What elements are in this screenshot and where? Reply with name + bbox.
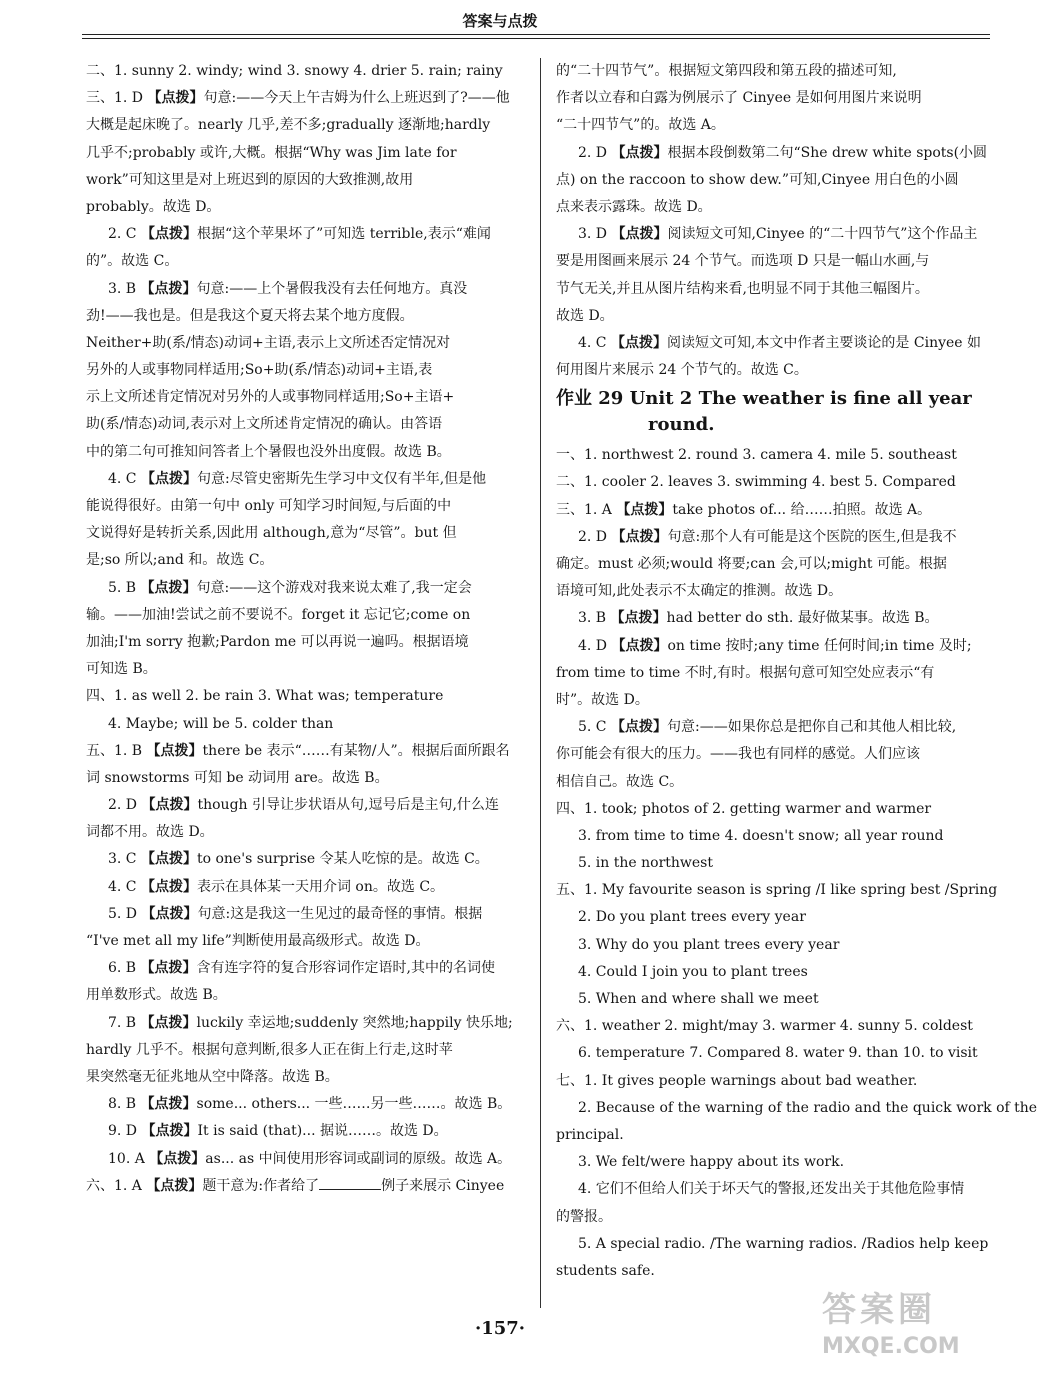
- right-text-line: “二十四节气”的。故选 A。: [556, 117, 725, 134]
- left-text-line: 3. B 【点拨】句意:——上个暑假我没有去任何地方。真没: [108, 280, 468, 297]
- left-text-line: 的”。故选 C。: [86, 253, 179, 270]
- right-text-line: 语境可知,此处表示不太确定的推测。故选 D。: [556, 583, 843, 600]
- left-text-line: 大概是起床晚了。nearly 几乎,差不多;gradually 逐渐地;hardly: [86, 117, 491, 134]
- left-text-line: 5. B 【点拨】句意:——这个游戏对我来说太难了,我一定会: [108, 579, 472, 596]
- right-text-line: 5. A special radio. /The warning radios. /Radios help keep: [578, 1235, 989, 1252]
- left-text-line: 用单数形式。故选 B。: [86, 987, 227, 1004]
- right-text-line: 4. D 【点拨】on time 按时;any time 任何时间;in time 及时;: [578, 637, 972, 654]
- left-text-line: 示上文所述肯定情况对另外的人或事物同样适用;So+主语+: [86, 389, 455, 406]
- left-text-line: 另外的人或事物同样适用;So+助(系/情态)动词+主语,表: [86, 362, 433, 379]
- header-rule-bottom: [82, 38, 990, 39]
- left-text-line: 三、1. D 【点拨】句意:——今天上午吉姆为什么上班迟到了?——他: [86, 90, 510, 107]
- right-text-line: 故选 D。: [556, 307, 614, 324]
- right-text-line: 2. D 【点拨】根据本段倒数第二句“She drew white spots(小圆: [578, 144, 988, 161]
- left-text-line: 可知选 B。: [86, 661, 157, 678]
- left-text-line: 加油;I'm sorry 抱歉;Pardon me 可以再说一遍吗。根据语境: [86, 633, 469, 650]
- left-text-line: 6. B 【点拨】含有连字符的复合形容词作定语时,其中的名词使: [108, 960, 495, 977]
- left-text-line: work”可知这里是对上班迟到的原因的大致推测,故用: [86, 171, 414, 188]
- right-text-line: 你可能会有很大的压力。——我也有同样的感觉。人们应该: [556, 746, 920, 763]
- right-text-line: 三、1. A 【点拨】take photos of... 给……拍照。故选 A。: [556, 501, 932, 518]
- left-text-line: 8. B 【点拨】some... others... 一些……另一些……。故选 B。: [108, 1096, 512, 1113]
- left-text-line: probably。故选 D。: [86, 198, 221, 215]
- left-text-line: 四、1. as well 2. be rain 3. What was; temperature: [86, 688, 444, 705]
- right-text-line: 要是用图画来展示 24 个节气。而选项 D 只是一幅山水画,与: [556, 253, 930, 270]
- right-text-line: 4. C 【点拨】阅读短文可知,本文中作者主要谈论的是 Cinyee 如: [578, 334, 982, 351]
- right-text-line: 5. C 【点拨】句意:——如果你总是把你自己和其他人相比较,: [578, 719, 957, 736]
- homework-title-line1: 作业 29 Unit 2 The weather is fine all year: [556, 388, 972, 410]
- left-text-line: 二、1. sunny 2. windy; wind 3. snowy 4. drier 5. rain; rainy: [86, 63, 503, 79]
- left-text-line: 能说得很好。由第一句中 only 可知学习时间短,与后面的中: [86, 498, 452, 514]
- right-text-line: principal.: [556, 1126, 624, 1143]
- right-text-line: 四、1. took; photos of 2. getting warmer and warmer: [556, 800, 932, 817]
- right-text-line: 六、1. weather 2. might/may 3. warmer 4. sunny 5. coldest: [556, 1018, 973, 1035]
- right-text-line: 2. Because of the warning of the radio and the quick work of the: [578, 1099, 1037, 1116]
- right-column-top: [556, 58, 990, 384]
- right-text-line: 的“二十四节气”。根据短文第四段和第五段的描述可知,: [556, 63, 897, 79]
- right-text-line: 七、1. It gives people warnings about bad weather.: [556, 1072, 918, 1089]
- right-text-line: 4. 它们不但给人们关于坏天气的警报,还发出关于其他危险事情: [578, 1181, 965, 1198]
- left-text-line: 9. D 【点拨】It is said (that)... 据说……。故选 D。: [108, 1123, 448, 1140]
- left-text-line: 7. B 【点拨】luckily 幸运地;suddenly 突然地;happily 快乐地;: [108, 1014, 513, 1031]
- right-text-line: 确定。must 必须;would 将要;can 会,可以;might 可能。根据: [556, 556, 947, 572]
- right-text-line: 时”。故选 D。: [556, 691, 649, 708]
- right-text-line: 节气无关,并且从图片结构来看,也明显不同于其他三幅图片。: [556, 280, 929, 297]
- left-text-line: 五、1. B 【点拨】there be 表示“……有某物/人”。根据后面所跟名: [86, 742, 510, 759]
- right-text-line: from time to time 不时,有时。根据句意可知空处应表示“有: [556, 664, 935, 681]
- right-text-line: 点来表示露珠。故选 D。: [556, 198, 712, 215]
- right-text-line: 5. in the northwest: [578, 855, 713, 872]
- left-text-line: hardly 几乎不。根据句意判断,很多人正在街上行走,这时苹: [86, 1041, 453, 1058]
- left-text-line: 劲!——我也是。但是我这个夏天将去某个地方度假。: [86, 307, 414, 324]
- right-text-line: 何用图片来展示 24 个节气的。故选 C。: [556, 362, 808, 379]
- left-text-line: 几乎不;probably 或许,大概。根据“Why was Jim late for: [86, 144, 457, 161]
- left-text-line: 3. C 【点拨】to one's surprise 令某人吃惊的是。故选 C。: [108, 851, 489, 868]
- left-text-line: 4. C 【点拨】句意:尽管史密斯先生学习中文仅有半年,但是他: [108, 470, 487, 487]
- left-text-line: 助(系/情态)动词,表示对上文所述肯定情况的确认。由答语: [86, 416, 443, 433]
- watermark: [822, 1288, 992, 1382]
- right-text-line: 一、1. northwest 2. round 3. camera 4. mile 5. southeast: [556, 447, 957, 464]
- right-text-line: 3. B 【点拨】had better do sth. 最好做某事。故选 B。: [578, 610, 939, 627]
- left-text-line: Neither+助(系/情态)动词+主语,表示上文所述否定情况对: [86, 334, 451, 351]
- right-column: [556, 58, 1037, 1285]
- column-divider: [540, 58, 541, 1308]
- left-column: [86, 58, 526, 1200]
- watermark-logo: 答案圈: [822, 1290, 936, 1330]
- right-text-line: 二、1. cooler 2. leaves 3. swimming 4. best 5. Compared: [556, 474, 956, 491]
- right-text-line: students safe.: [556, 1262, 655, 1279]
- right-text-line: 相信自己。故选 C。: [556, 773, 684, 790]
- left-text-line: 词 snowstorms 可知 be 动词用 are。故选 B。: [86, 769, 389, 786]
- left-text-line: 2. C 【点拨】根据“这个苹果坏了”可知选 terrible,表示“难闻: [108, 226, 491, 243]
- left-text-line: 六、1. A 【点拨】题干意为:作者给了 例子来展示 Cinyee: [86, 1173, 526, 1200]
- left-text-line: 2. D 【点拨】though 引导让步状语从句,逗号后是主句,什么连: [108, 797, 499, 814]
- right-text-line: 4. Could I join you to plant trees: [578, 963, 808, 980]
- left-text-line: 词都不用。故选 D。: [86, 824, 214, 841]
- homework-title: [556, 384, 990, 442]
- left-text-line: 中的第二句可推知问答者上个暑假也没外出度假。故选 B。: [86, 443, 451, 460]
- left-text-line: 5. D 【点拨】句意:这是我这一生见过的最奇怪的事情。根据: [108, 905, 483, 922]
- page-number: ·157·: [474, 1318, 526, 1339]
- left-text-line: 是;so 所以;and 和。故选 C。: [86, 552, 274, 569]
- right-text-line: 作者以立春和白露为例展示了 Cinyee 是如何用图片来说明: [556, 90, 922, 107]
- left-text-line: “I've met all my life”判断使用最高级形式。故选 D。: [86, 933, 430, 949]
- left-text-line: 果突然毫无征兆地从空中降落。故选 B。: [86, 1068, 339, 1085]
- right-text-line: 的警报。: [556, 1208, 612, 1225]
- right-text-line: 2. Do you plant trees every year: [578, 909, 806, 926]
- left-text-line: 4. C 【点拨】表示在具体某一天用介词 on。故选 C。: [108, 878, 445, 895]
- right-text-line: 点) on the raccoon to show dew.”可知,Cinyee 用白色的小圆: [556, 171, 959, 188]
- header-rule-top: [82, 34, 990, 35]
- left-text-line: 输。——加油!尝试之前不要说不。forget it 忘记它;come on: [86, 606, 471, 623]
- right-text-line: 6. temperature 7. Compared 8. water 9. than 10. to visit: [578, 1045, 978, 1062]
- right-text-line: 3. Why do you plant trees every year: [578, 936, 840, 953]
- homework-title-line2: round.: [648, 414, 715, 436]
- right-text-line: 3. from time to time 4. doesn't snow; all year round: [578, 827, 944, 844]
- right-text-line: 五、1. My favourite season is spring /I like spring best /Spring: [556, 882, 998, 899]
- left-text-line: 4. Maybe; will be 5. colder than: [108, 715, 334, 732]
- right-text-line: 2. D 【点拨】句意:那个人有可能是这个医院的医生,但是我不: [578, 528, 957, 545]
- left-text-line: 10. A 【点拨】as... as 中间使用形容词或副词的原级。故选 A。: [108, 1150, 512, 1167]
- right-column-bottom: [556, 442, 1037, 1285]
- page-header: 答案与点拨: [462, 12, 538, 30]
- right-text-line: 3. We felt/were happy about its work.: [578, 1154, 845, 1171]
- left-text-line: 文说得好是转折关系,因此用 although,意为“尽管”。but 但: [86, 525, 457, 542]
- right-text-line: 3. D 【点拨】阅读短文可知,Cinyee 的“二十四节气”这个作品主: [578, 226, 978, 243]
- right-text-line: 5. When and where shall we meet: [578, 991, 819, 1007]
- watermark-url: MXQE.COM: [822, 1334, 960, 1359]
